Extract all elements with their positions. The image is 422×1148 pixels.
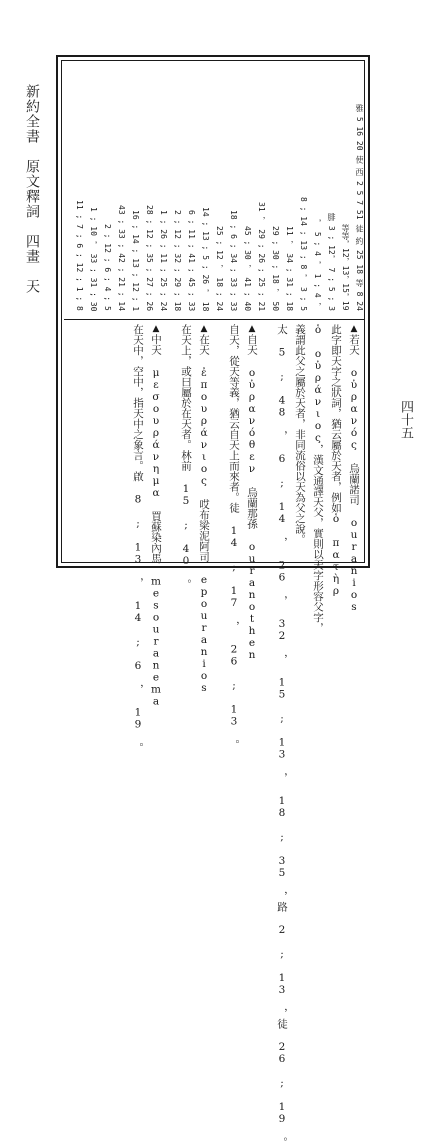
entry-heading xyxy=(344,324,362,613)
lexicon-entries xyxy=(66,324,364,1148)
index-column: 3 ; 5 ; 7 ，腓 3 ; 12 xyxy=(327,213,336,311)
triangle-marker-icon: ▲ xyxy=(349,324,359,334)
entry-text: 若天 οὐρανός 烏蘭諾司 ouranios xyxy=(348,334,360,613)
index-column: 30 ; 31 ; 33 ， 10 ; 1 xyxy=(89,206,98,311)
index-column: 26 ; 27 ; 35 ; 12 ; 28 xyxy=(145,204,154,311)
entry-text-line: 太 5 ; 48 ， 6 ; 14 ， 26 ， 32 ， 15 ; 13 ， 18 ; 35 ，路 2 ; 13 ，徒 26 ; 19 。 xyxy=(276,324,288,1148)
index-column: 1 ; 12 ; 13 ; 14 ; 16 xyxy=(131,209,140,311)
reference-index-block xyxy=(64,61,364,315)
index-column: 33 ; 45 ; 41 ; 11 ; 6 xyxy=(187,209,196,311)
running-title: 新約全書 原文釋詞 四畫 天 xyxy=(24,84,40,294)
index-column: 24 ; 18 ， 12 ; 25 xyxy=(215,225,224,311)
index-column: 24 ; 25 ; 11 ; 26 ; 1 xyxy=(159,209,168,311)
index-column: 18 ; 29 ; 32 ; 12 ; 2 xyxy=(173,209,182,311)
entry-text-line: 在天上，或曰屬於在天者。林前 15 ; 40 。 xyxy=(180,324,192,590)
index-column: 18 ; 31 ; 34 ， 11 xyxy=(285,225,294,311)
index-column: 14 ; 21 ; 42 ; 33 ; 43 xyxy=(117,204,126,311)
entry-text: 自天 οὐρανόθεν 烏蘭那孫 ouranothen xyxy=(246,334,258,661)
entry-heading xyxy=(146,324,164,708)
index-column: 40 ; 41 ， 30 ; 45 xyxy=(243,225,252,311)
index-column: 8 ; 1 ; 12 ; 6 ; 7 ; 11 xyxy=(75,200,84,311)
index-column: 50 ， 18 ; 30 ; 29 xyxy=(271,225,280,311)
index-column: 21 ; 25 ; 26 ; 29 ， 31 xyxy=(257,201,266,311)
entry-heading xyxy=(194,324,212,694)
triangle-marker-icon: ▲ xyxy=(199,324,209,334)
index-column: 雅 5 16 20 使 西 2 5 7 51 徒 約 25 18 等 8 24 xyxy=(355,104,364,311)
entry-text-line: ὁ οὐράνιος，漢文通譯天父，實則以天字形容父字， xyxy=(312,324,324,633)
entry-text-line: 義謂此父之屬於天者，非同流俗以天為父之說。 xyxy=(294,324,306,545)
entry-text: 在天 ἐπουράνιος 哎布梁泥阿司 epouranios xyxy=(198,334,210,694)
index-column: 18 ， 26 ; 5 ; 13 ; 14 xyxy=(201,206,210,311)
triangle-marker-icon: ▲ xyxy=(151,324,161,334)
index-column: 5 ; 3 ， 8 ; 13 ; 14 ; 8 xyxy=(299,196,308,311)
entry-text: 中天 μεσουράνημα 買蘇染內馬 mesouranema xyxy=(150,334,162,708)
entry-text-line: 自天，從天等義，猶云自天上而來者。徒 14 ; 17 ， 26 ; 13 。 xyxy=(228,324,240,750)
index-column: 5 ; 4 ; 6 ; 12 ; 2 xyxy=(103,224,112,311)
section-divider xyxy=(64,319,364,320)
entry-text-line: 此字即天字之狀詞，猶云屬於天者，例如ὁ πατὴρ xyxy=(330,324,342,597)
index-column: 12，13，15，19，等等 xyxy=(341,224,350,311)
page-frame xyxy=(56,55,370,1148)
index-column: 33 ; 33 ; 34 ; 6 ; 18 xyxy=(229,209,238,311)
entry-text-line: 在天中，空中，指天中之象言。啟 8 ; 13 ， 14 ; 6 ， 19 。 xyxy=(132,324,144,753)
triangle-marker-icon: ▲ xyxy=(247,324,257,334)
entry-heading xyxy=(242,324,260,661)
index-column: ， 4 ; 1 ， 4 ; 5 ， xyxy=(313,219,322,311)
page-number: 四十五 xyxy=(398,400,413,439)
